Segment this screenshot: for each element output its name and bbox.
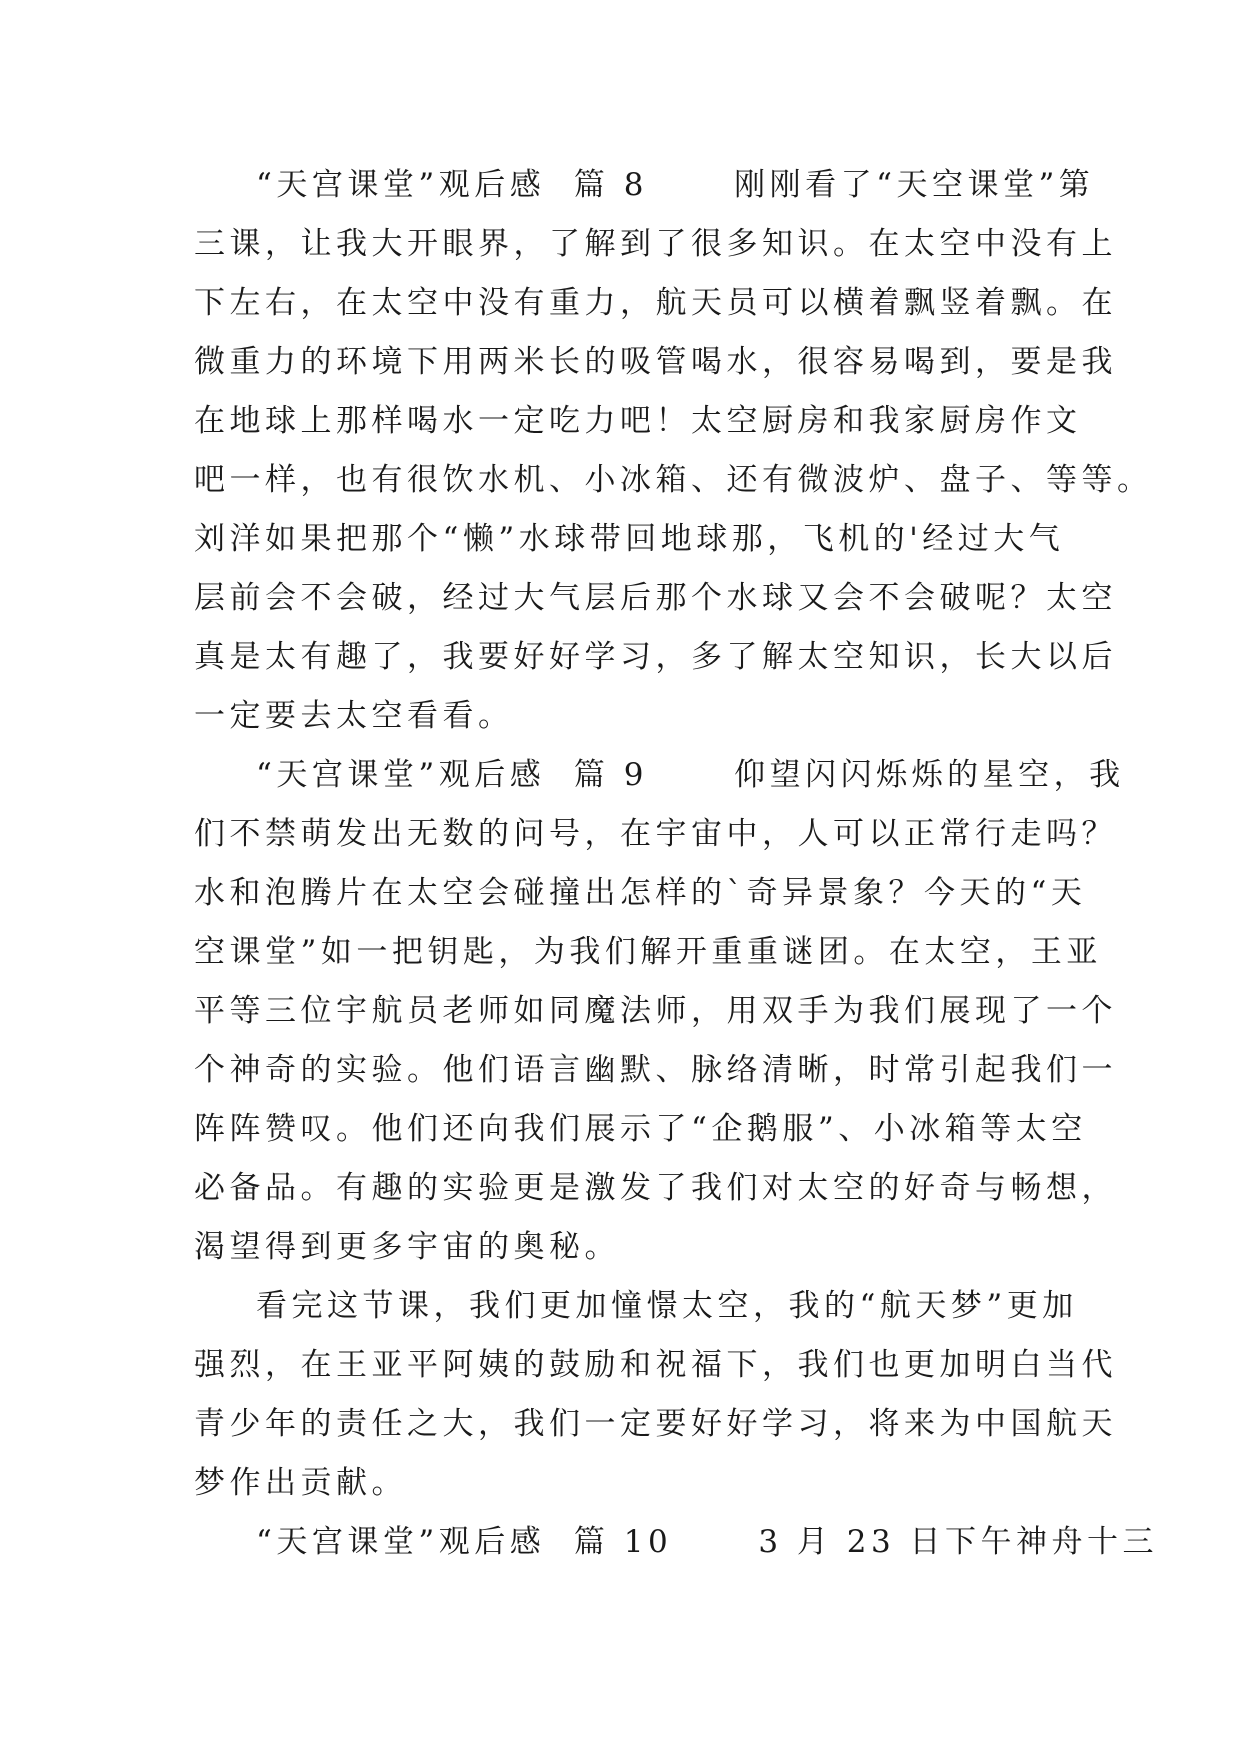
text-line: 青少年的责任之大，我们一定要好好学习，将来为中国航天: [194, 1406, 1117, 1442]
text-line: 水和泡腾片在太空会碰撞出怎样的`奇异景象？今天的“天: [194, 875, 1087, 911]
text-line: 层前会不会破，经过大气层后那个水球又会不会破呢？太空: [194, 580, 1117, 616]
text-line: 真是太有趣了，我要好好学习，多了解太空知识，长大以后: [194, 639, 1117, 675]
text-line: 下左右，在太空中没有重力，航天员可以横着飘竖着飘。在: [194, 285, 1117, 321]
text-line: 一定要去太空看看。: [194, 698, 514, 734]
text-line: 阵阵赞叹。他们还向我们展示了“企鹅服”、小冰箱等太空: [194, 1111, 1087, 1147]
text-line: 看完这节课，我们更加憧憬太空，我的“航天梦”更加: [256, 1288, 1078, 1324]
text-line: 平等三位宇航员老师如同魔法师，用双手为我们展现了一个: [194, 993, 1117, 1029]
text-line: 三课，让我大开眼界，了解到了很多知识。在太空中没有上: [194, 226, 1117, 262]
text-line: 强烈，在王亚平阿姨的鼓励和祝福下，我们也更加明白当代: [194, 1347, 1117, 1383]
text-line: 空课堂”如一把钥匙，为我们解开重重谜团。在太空，王亚: [194, 934, 1102, 970]
text-line: 梦作出贡献。: [194, 1465, 407, 1501]
text-line: 在地球上那样喝水一定吃力吧！太空厨房和我家厨房作文: [194, 403, 1082, 439]
text-line: 必备品。有趣的实验更是激发了我们对太空的好奇与畅想，: [194, 1170, 1117, 1206]
text-line: 微重力的环境下用两米长的吸管喝水，很容易喝到，要是我: [194, 344, 1117, 380]
text-line: “天宫课堂”观后感 篇 10 3 月 23 日下午神舟十三: [256, 1524, 1159, 1560]
text-line: “天宫课堂”观后感 篇 9 仰望闪闪烁烁的星空，我: [256, 757, 1125, 793]
text-line: 吧一样，也有很饮水机、小冰箱、还有微波炉、盘子、等等。: [194, 462, 1153, 498]
text-line: “天宫课堂”观后感 篇 8 刚刚看了“天空课堂”第: [256, 167, 1095, 203]
text-line: 们不禁萌发出无数的问号，在宇宙中，人可以正常行走吗？: [194, 816, 1117, 852]
text-line: 个神奇的实验。他们语言幽默、脉络清晰，时常引起我们一: [194, 1052, 1117, 1088]
text-line: 刘洋如果把那个“懒”水球带回地球那，飞机的'经过大气: [194, 521, 1065, 557]
text-line: 渴望得到更多宇宙的奥秘。: [194, 1229, 620, 1265]
